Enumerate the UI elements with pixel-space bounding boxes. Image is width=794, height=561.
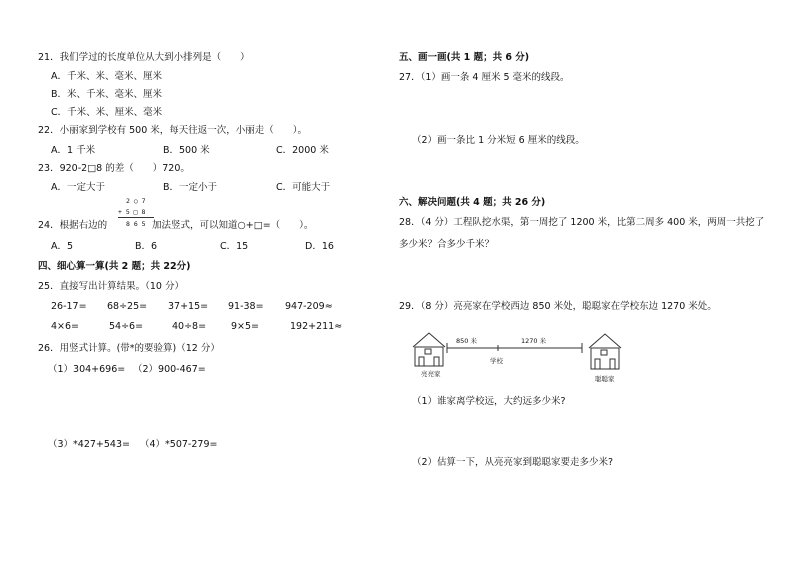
q27-part-1: 27．（1）画一条 4 厘米 5 毫米的线段。 (399, 72, 570, 83)
section-5-heading: 五、画一画(共 1 题；共 6 分) (399, 52, 530, 63)
q22-stem: 22．小丽家到学校有 500 米，每天往返一次，小丽走（ ）。 (38, 125, 308, 136)
distance-850-label: 850 米 (456, 337, 477, 345)
q25-item: 37+15= (168, 301, 209, 312)
q22-option-a[interactable]: A．1 千米 (51, 145, 96, 156)
q28-line-2: 多少米？合多少千米？ (399, 239, 495, 250)
q23-stem: 23．920-2□8 的差（ ）720。 (38, 163, 190, 174)
vertical-addition-row1: 2 ○ 7 (126, 197, 146, 205)
q24-option-c[interactable]: C．15 (220, 241, 249, 252)
congcong-home-label: 聪聪家 (595, 375, 615, 383)
q24-option-a[interactable]: A．5 (51, 241, 74, 252)
q25-item: 68÷25= (107, 301, 148, 312)
q22-option-b[interactable]: B．500 米 (163, 145, 210, 156)
q23-option-b[interactable]: B．一定小于 (163, 182, 218, 193)
q24-option-b[interactable]: B．6 (135, 241, 158, 252)
q26-part-4: （4）*507-279= (140, 439, 218, 450)
q25-stem: 25．直接写出计算结果。（10 分） (38, 281, 184, 292)
q25-item: 40÷8= (172, 321, 207, 332)
q21-stem: 21．我们学过的长度单位从大到小排列是（ ） (38, 52, 250, 63)
q21-option-c[interactable]: C．千米、米、厘米、毫米 (51, 107, 163, 118)
q29-part-2: （2）估算一下，从亮亮家到聪聪家要走多少米? (412, 457, 614, 468)
q23-option-c[interactable]: C．可能大于 (276, 182, 331, 193)
q25-item: 54÷6= (109, 321, 144, 332)
q21-option-b[interactable]: B．米、千米、毫米、厘米 (51, 89, 163, 100)
q25-item: 91-38= (228, 301, 264, 312)
q29-part-1: （1）谁家离学校远，大约远多少米? (412, 396, 566, 407)
q26-stem: 26．用竖式计算。(带*的要验算)（12 分） (38, 343, 220, 354)
distance-1270-label: 1270 米 (521, 337, 547, 345)
q24-stem-post: 加法竖式，可以知道○+□=（ ）。 (152, 220, 314, 231)
q24-option-d[interactable]: D．16 (305, 241, 334, 252)
section-4-heading: 四、细心算一算(共 2 题；共 22分) (38, 261, 191, 272)
q25-item: 9×5= (231, 321, 260, 332)
q27-part-2: （2）画一条比 1 分米短 6 厘米的线段。 (412, 135, 585, 146)
school-label: 学校 (490, 357, 503, 365)
q28-line-1: 28．（4 分）工程队挖水渠，第一周挖了 1200 米，比第二周多 400 米，两周一共挖了 (399, 217, 765, 228)
q26-part-3: （3）*427+543= (48, 439, 130, 450)
q22-option-c[interactable]: C．2000 米 (276, 145, 329, 156)
q23-option-a[interactable]: A．一定大于 (51, 182, 105, 193)
q25-item: 26-17= (51, 301, 87, 312)
q25-item: 947-209≈ (285, 301, 333, 312)
vertical-addition-row2: + 5 □ 8 (118, 208, 146, 216)
vertical-addition-row3: 8 6 5 (126, 220, 146, 228)
q24-stem-pre: 24．根据右边的 (38, 220, 108, 231)
liangliang-home-label: 亮亮家 (421, 370, 441, 378)
q25-item: 4×6= (51, 321, 80, 332)
q25-item: 192+211≈ (290, 321, 343, 332)
q29-stem: 29．（8 分）亮亮家在学校西边 850 米处，聪聪家在学校东边 1270 米处。 (399, 301, 717, 312)
section-6-heading: 六、解决问题(共 4 题；共 26 分) (399, 197, 546, 208)
q21-option-a[interactable]: A．千米、米、毫米、厘米 (51, 71, 162, 82)
q26-part-1: （1）304+696= (48, 364, 126, 375)
q26-part-2: （2）900-467= (133, 364, 206, 375)
